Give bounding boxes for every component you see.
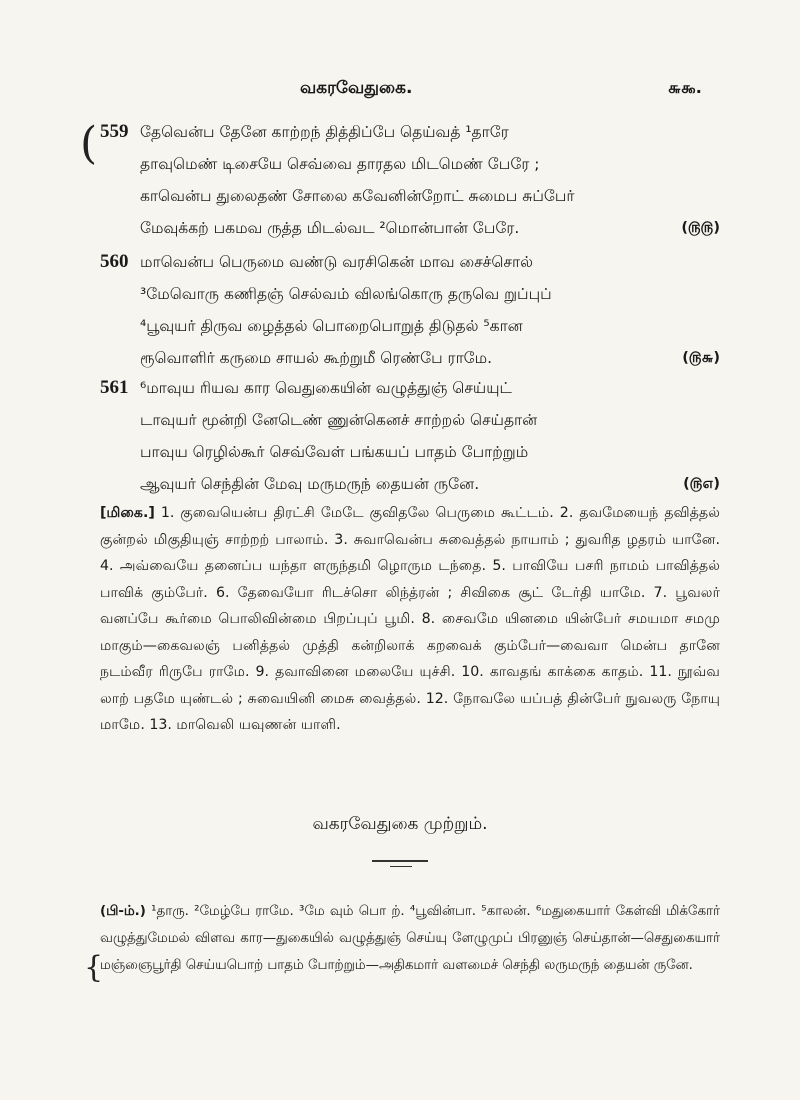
verse-line-text: ³மேவொரு கணிதஞ் செல்வம் விலங்கொரு தருவெ றுப்புப் xyxy=(140,285,552,303)
verse-line xyxy=(100,404,720,436)
margin-brace-icon: ( xyxy=(80,118,98,169)
verse-count: (௫௭) xyxy=(683,476,720,492)
verse-line-text: தேவென்ப தேனே காற்றந் தித்திப்பே தெய்வத் ¹தாரே xyxy=(140,123,509,141)
divider xyxy=(372,860,428,862)
verse-line xyxy=(100,278,720,310)
verse-line xyxy=(100,468,720,500)
verse-559 xyxy=(100,116,720,244)
verse-number: 559 xyxy=(100,121,129,142)
verse-line xyxy=(100,246,720,278)
verse-561 xyxy=(100,372,720,500)
verse-line xyxy=(100,212,720,244)
footnotes-label: (பி-ம்.) xyxy=(100,904,146,919)
verse-line-text: மாவென்ப பெருமை வண்டு வரசிகென் மாவ சைச்சொல் xyxy=(140,253,534,271)
section-colophon: வகரவேதுகை முற்றும். xyxy=(312,814,488,834)
verse-560 xyxy=(100,246,720,374)
footnotes-text: ¹தாரு. ²மேழ்பே ராமே. ³மே வும் பொ ற். ⁴பூவின்பா. ⁵காலன். ⁶மதுகையார் கேள்வி மிக்கோர் வழுத்துமேமல் விளவ கார—துகையில் வழுத்துஞ் செய்யு ளேழுமுப் பிரனுஞ் செய்தான்—செதுகையார் மஞ்ஞைபூர்தி செய்யபொற் பாதம் போற்றும்—அதிகமார் வளமைச் செந்தி லருமருந் தையன் ருனே. xyxy=(100,904,720,973)
verse-line-text: டாவுயர் மூன்றி னேடெண் ணுன்கெனச் சாற்றல் செய்தான் xyxy=(140,411,538,429)
verse-count: (௫௫) xyxy=(681,220,720,236)
extra-verses-section xyxy=(100,500,720,739)
extra-verses-text: 1. குவையென்ப திரட்சி மேடே குவிதலே பெருமை கூட்டம். 2. தவமேயைந் தவித்தல் குன்றல் மிகுதியுஞ் சாற்றற் பாலாம். 3. சுவாவென்ப சுவைத்தல் நாயாம் ; துவரித ழதரம் யானே. 4. அவ்வையே தனைப்ப யந்தா ளருந்தமி ழொரும டந்தை. 5. பாவியே பசரி நாமம் பாவித்தல் பாவிக் கும்பேர். 6. தேவையோ ரிடச்சொ லிந்த்ரன் ; சிவிகை சூட் டேர்தி யாமே. 7. பூவலர் வனப்பே கூர்மை பொலிவின்மை பிறப்புப் பூமி. 8. சைவமே யினமை யின்பேர் சமயமா சமமு மாகும்—கைவலஞ் பனித்தல் முத்தி கன்றிலாக் கறவைக் கும்பேர்—வைவா மென்ப தானே நடம்வீர ரிருபே ராமே. 9. தவாவினை மலையே யுச்சி. 10. காவதங் காக்கை காதம். 11. நூவ்வ லாற் பதமே யுண்டல் ; சுவையினி மைசு வைத்தல். 12. நோவலே யப்பத் தின்பேர் நுவலரு நோயு மாமே. 13. மாவெலி யவுணன் யாளி. xyxy=(100,505,720,733)
verse-line xyxy=(100,436,720,468)
verse-line xyxy=(100,148,720,180)
verse-line-text: ஆவுயர் செந்தின் மேவு மருமருந் தையன் ருனே. xyxy=(140,475,480,493)
verse-line-text: பாவுய ரெழில்கூர் செவ்வேள் பங்கயப் பாதம் போற்றும் xyxy=(140,443,529,461)
verse-line-text: தாவுமெண் டிசையே செவ்வை தாரதல மிடமெண் பேரே ; xyxy=(140,155,540,173)
extra-verses-label: [மிகை.] xyxy=(100,505,155,521)
variant-readings-footnotes xyxy=(100,898,720,979)
divider xyxy=(390,866,412,867)
page-number: ௬௯. xyxy=(668,78,702,97)
verse-number: 561 xyxy=(100,377,129,398)
verse-number: 560 xyxy=(100,251,129,272)
verse-line-text: காவென்ப துலைதண் சோலை கவேனின்றோட் சுமைப சுப்பேர் xyxy=(140,187,575,205)
verse-line-text: ரூவொளிர் கருமை சாயல் கூற்றுமீ ரெண்பே ராமே. xyxy=(140,349,493,367)
verse-line xyxy=(100,310,720,342)
verse-line xyxy=(100,372,720,404)
verse-line xyxy=(100,342,720,374)
verse-line xyxy=(100,180,720,212)
running-title: வகரவேதுகை. xyxy=(300,78,413,98)
verse-line xyxy=(100,116,720,148)
verse-line-text: மேவுக்கற் பகமவ ருத்த மிடல்வட ²மொன்பான் பேரே. xyxy=(140,219,520,237)
verse-count: (௫௬) xyxy=(682,350,720,366)
page-header xyxy=(0,78,800,102)
verse-line-text: ⁴பூவுயர் திருவ ழைத்தல் பொறைபொறுத் திடுதல் ⁵கான xyxy=(140,317,523,335)
margin-brace-icon: { xyxy=(84,950,104,985)
verse-line-text: ⁶மாவுய ரியவ கார வெதுகையின் வழுத்துஞ் செய்யுட் xyxy=(140,379,512,397)
